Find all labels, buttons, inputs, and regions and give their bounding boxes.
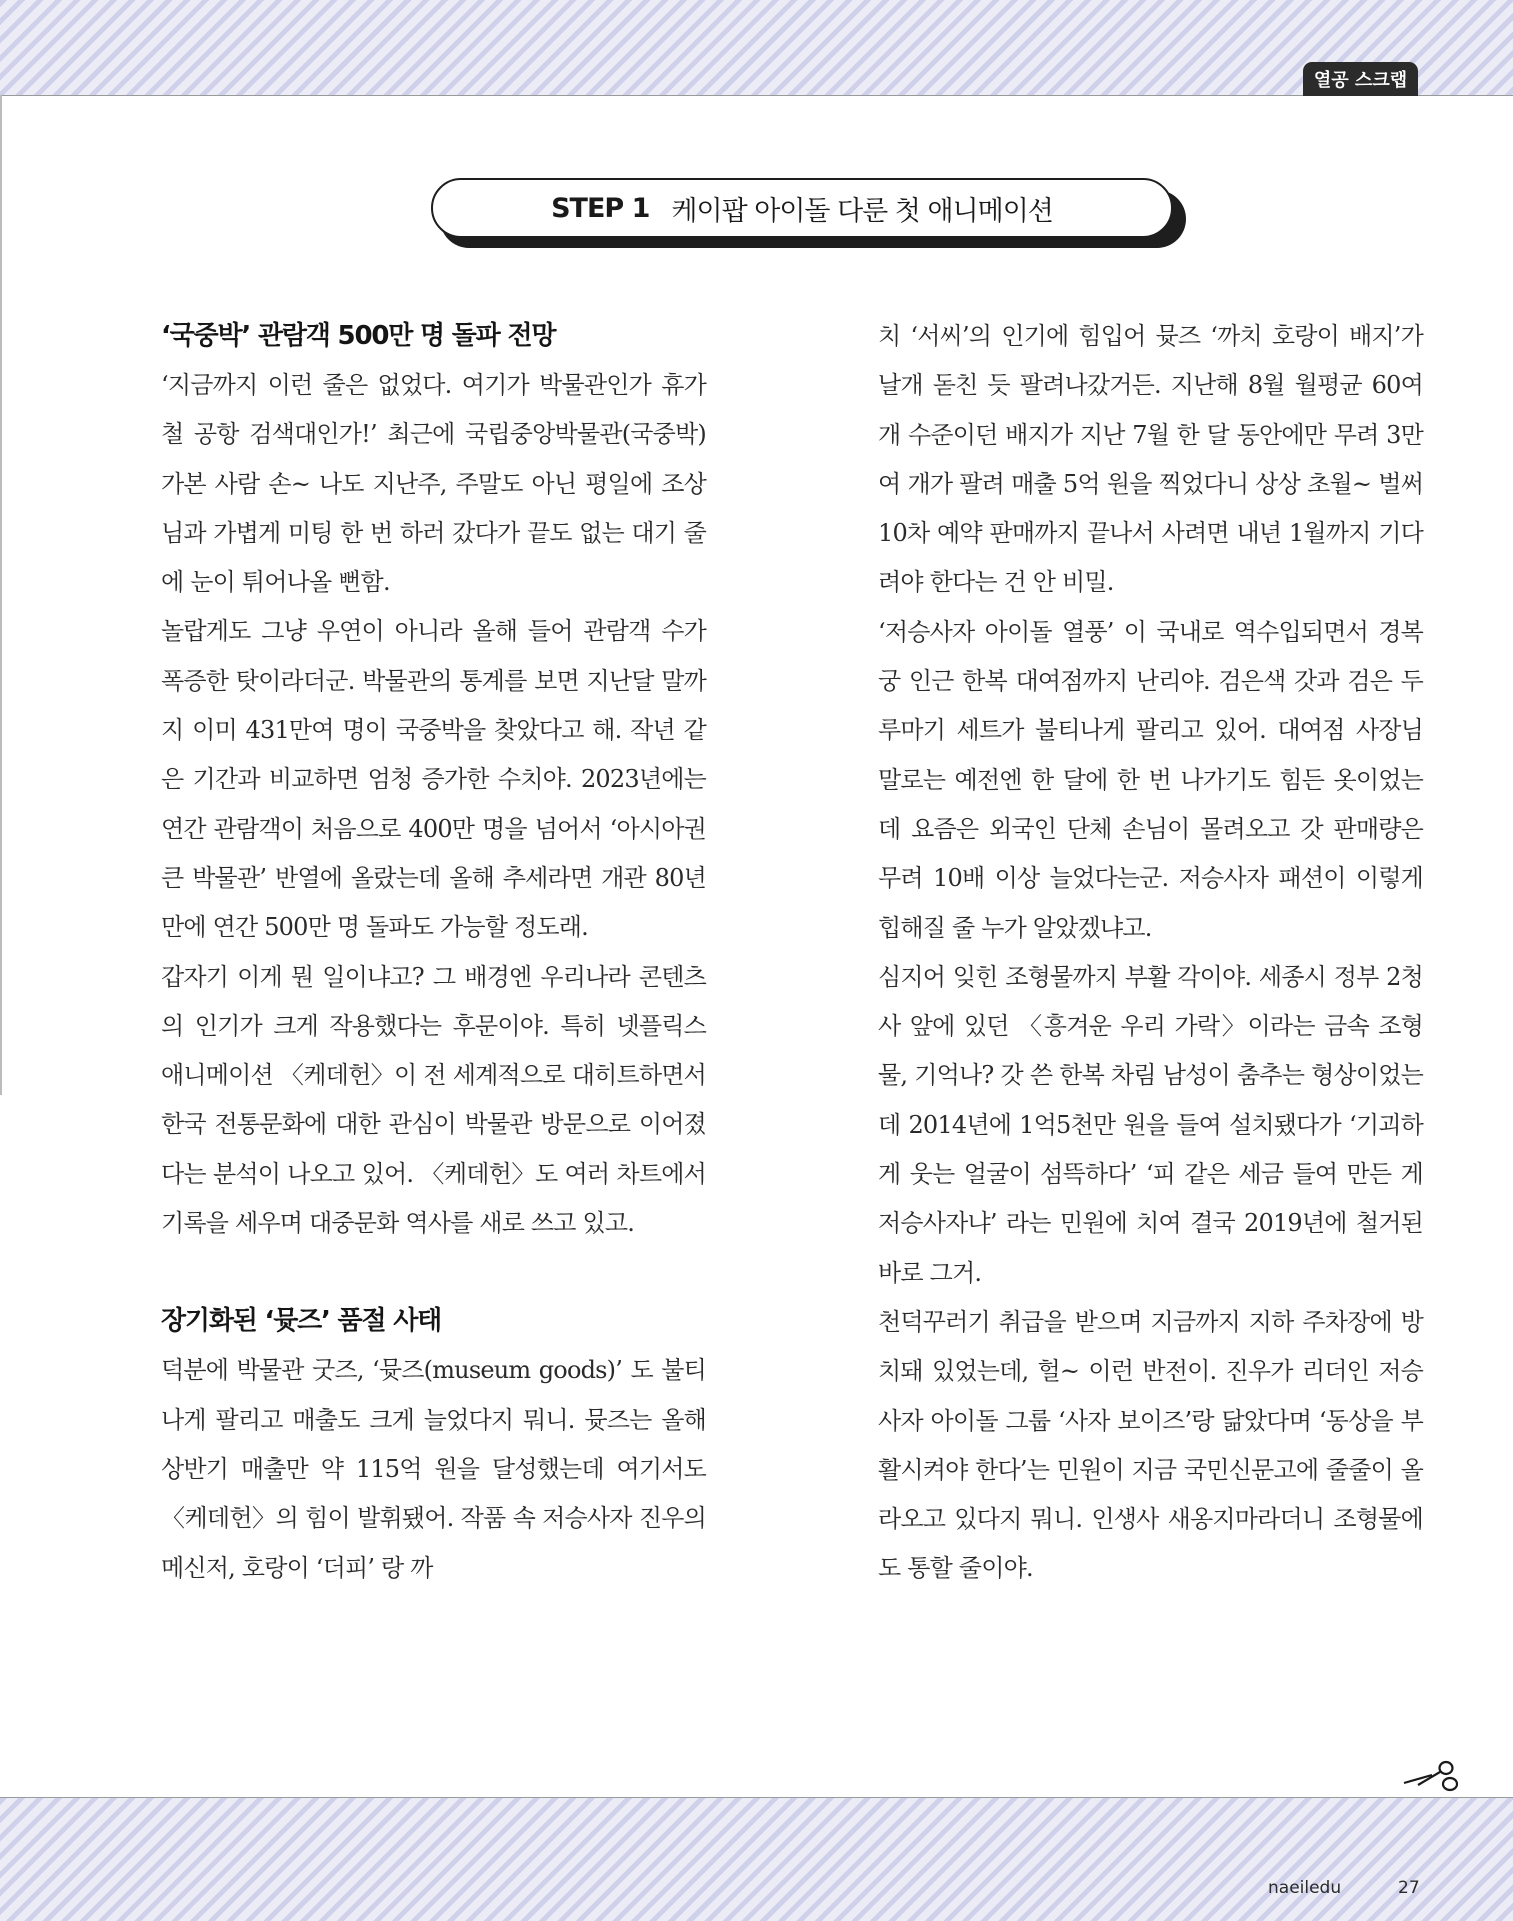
right-column: [878, 312, 1423, 1594]
page-number: 27: [1398, 1878, 1420, 1898]
section-tab: 열공 스크랩: [1303, 62, 1418, 96]
step-label: STEP 1: [551, 192, 650, 224]
step-banner: [431, 178, 1173, 238]
bottom-stripe-band: [0, 1797, 1513, 1921]
body-paragraph: 심지어 잊힌 조형물까지 부활 각이야. 세종시 정부 2청사 앞에 있던 〈흥겨운 우리 가락〉이라는 금속 조형물, 기억나? 갓 쓴 한복 차림 남성이 춤추는 형상이었는데 2014년에 1억5천만 원을 들여 설치됐다가 ‘기괴하게 웃는 얼굴이 섬뜩하다’ ‘피 같은 세금 들여 만든 게 저승사자냐’ 라는 민원에 치여 결국 2019년에 철거된 바로 그거.: [878, 962, 1423, 1287]
section-heading: 장기화된 ‘뮷즈’ 품절 사태: [161, 1306, 442, 1337]
scissors-icon: [1402, 1756, 1464, 1796]
step-title: 케이팝 아이돌 다룬 첫 애니메이션: [671, 195, 1053, 227]
left-column: [161, 312, 706, 1593]
section-gap: [161, 1248, 706, 1297]
body-paragraph: 치 ‘서씨’의 인기에 힘입어 뮷즈 ‘까치 호랑이 배지’가 날개 돋친 듯 팔려나갔거든. 지난해 8월 월평균 60여 개 수준이던 배지가 지난 7월 한 달 동안에만 무려 3만여 개가 팔려 매출 5억 원을 찍었다니 상상 초월~ 벌써 10차 예약 판매까지 끝나서 사려면 내년 1월까지 기다려야 한다는 건 안 비밀.: [878, 322, 1423, 597]
body-paragraph: ‘지금까지 이런 줄은 없었다. 여기가 박물관인가 휴가철 공항 검색대인가!’ 최근에 국립중앙박물관(국중박) 가본 사람 손~ 나도 지난주, 주말도 아닌 평일에 조상님과 가볍게 미팅 한 번 하러 갔다가 끝도 없는 대기 줄에 눈이 튀어나올 뻔함.: [161, 371, 706, 597]
section-heading: ‘국중박’ 관람객 500만 명 돌파 전망: [161, 321, 556, 351]
footer-brand: naeiledu: [1268, 1878, 1342, 1898]
top-stripe-band: [0, 0, 1513, 96]
body-paragraph: 덕분에 박물관 굿즈, ‘뮷즈(museum goods)’ 도 불티나게 팔리고 매출도 크게 늘었다지 뭐니. 뮷즈는 올해 상반기 매출만 약 115억 원을 달성했는데 여기서도 〈케데헌〉의 힘이 발휘됐어. 작품 속 저승사자 진우의 메신저, 호랑이 ‘더피’ 랑 까: [161, 1356, 706, 1582]
body-paragraph: 놀랍게도 그냥 우연이 아니라 올해 들어 관람객 수가 폭증한 탓이라더군. 박물관의 통계를 보면 지난달 말까지 이미 431만여 명이 국중박을 찾았다고 해. 작년 같은 기간과 비교하면 엄청 증가한 수치야. 2023년에는 연간 관람객이 처음으로 400만 명을 넘어서 ‘아시아권 큰 박물관’ 반열에 올랐는데 올해 추세라면 개관 80년 만에 연간 500만 명 돌파도 가능할 정도래.: [161, 617, 706, 942]
body-paragraph: ‘저승사자 아이돌 열풍’ 이 국내로 역수입되면서 경복궁 인근 한복 대여점까지 난리야. 검은색 갓과 검은 두루마기 세트가 불티나게 팔리고 있어. 대여점 사장님 말로는 예전엔 한 달에 한 번 나가기도 힘든 옷이었는데 요즘은 외국인 단체 손님이 몰려오고 갓 판매량은 무려 10배 이상 늘었다는군. 저승사자 패션이 이렇게 힙해질 줄 누가 알았겠냐고.: [878, 617, 1423, 942]
body-paragraph: 천덕꾸러기 취급을 받으며 지금까지 지하 주차장에 방치돼 있었는데, 헐~ 이런 반전이. 진우가 리더인 저승사자 아이돌 그룹 ‘사자 보이즈’랑 닮았다며 ‘동상을 부활시켜야 한다’는 민원이 지금 국민신문고에 줄줄이 올라오고 있다지 뭐니. 인생사 새옹지마라더니 조형물에도 통할 줄이야.: [878, 1307, 1423, 1583]
body-paragraph: 갑자기 이게 뭔 일이냐고? 그 배경엔 우리나라 콘텐츠의 인기가 크게 작용했다는 후문이야. 특히 넷플릭스 애니메이션 〈케데헌〉이 전 세계적으로 대히트하면서 한국 전통문화에 대한 관심이 박물관 방문으로 이어졌다는 분석이 나오고 있어. 〈케데헌〉도 여러 차트에서 기록을 세우며 대중문화 역사를 새로 쓰고 있고.: [161, 962, 706, 1238]
left-margin-line: [0, 95, 2, 1095]
